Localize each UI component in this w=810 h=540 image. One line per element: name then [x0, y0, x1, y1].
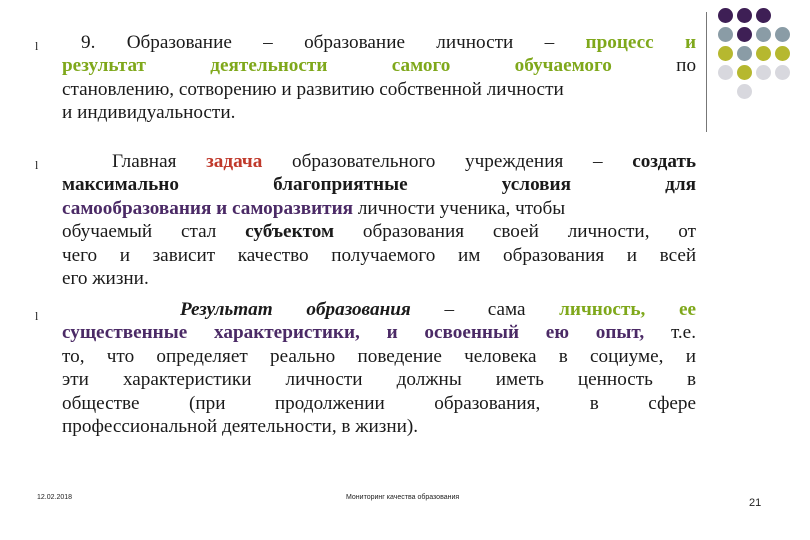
p3-word: (при [188, 392, 226, 414]
p3-line-1 [62, 298, 696, 321]
decor-dot [775, 27, 790, 42]
decor-dot [737, 27, 752, 42]
p3-word: реально [269, 345, 336, 367]
p2-bold-word: максимально [62, 174, 179, 196]
p1-line-4: и индивидуальности. [62, 102, 236, 124]
p3-line-4 [62, 368, 696, 391]
p3-word: в [558, 345, 568, 367]
p2-word: получаемого [331, 244, 436, 266]
p2-bold-word: для [665, 174, 697, 196]
p2-word: обучаемый [62, 221, 153, 243]
p2-highlight-self-education: самообразования и саморазвития [62, 197, 354, 219]
p2-text: личности ученика, чтобы [353, 197, 566, 219]
p2-line-5 [62, 244, 696, 267]
p3-word: продолжении [274, 392, 385, 414]
p2-word: личности, [567, 221, 650, 243]
p1-highlight-learner: обучаемого [514, 55, 612, 77]
p1-line-1 [62, 31, 696, 54]
p2-bold-word: благоприятные [273, 174, 408, 196]
p2-highlight-task: задача [206, 151, 263, 172]
p3-word: характеристики [122, 369, 252, 391]
p3-word: обществе [62, 392, 140, 414]
p2-word: учреждения [465, 151, 564, 172]
bullet-dot-icon: l [35, 309, 39, 323]
p2-word: Главная [112, 151, 177, 172]
p2-line-3 [62, 197, 696, 220]
p3-word: социуме, [590, 345, 664, 367]
p1-word: образование [304, 32, 405, 53]
p2-word: – [592, 151, 603, 172]
decor-dot [756, 46, 771, 61]
p3-bold-result: Результат образования [180, 299, 411, 320]
decor-dot [756, 65, 771, 80]
decor-dot [737, 46, 752, 61]
p3-word: т.е. [670, 322, 696, 344]
p3-word: эти [62, 369, 89, 391]
p1-line-3: становлению, сотворению и развитию собственной личности [62, 78, 564, 100]
p2-bold-subject: субъектом [245, 221, 335, 243]
paragraph-main-task [62, 150, 696, 290]
page-number: 21 [749, 497, 762, 509]
p3-word: должны [396, 369, 462, 391]
decor-dot [718, 8, 733, 23]
p2-word: образовательного [291, 151, 436, 172]
p1-word: – [263, 32, 273, 53]
p1-highlight-result: результат [62, 55, 146, 77]
decor-dot [737, 65, 752, 80]
p1-highlight-process: процесс [585, 32, 654, 53]
p3-word: человека [464, 345, 537, 367]
p3-highlight-characteristics: существенные характеристики, и освоенный ею опыт, [62, 322, 645, 344]
p3-line-5 [62, 392, 696, 415]
p3-word: и [685, 345, 697, 367]
p2-word: и [119, 244, 131, 266]
decor-dot [737, 8, 752, 23]
paragraph-education-result [62, 298, 696, 438]
p2-word: образования [502, 244, 605, 266]
p2-line-1 [62, 150, 696, 173]
p3-word: что [106, 345, 135, 367]
footer-title: Мониторинг качества образования [346, 494, 460, 501]
p3-word: личности [285, 369, 363, 391]
p2-line-4 [62, 220, 696, 243]
p2-word: стал [180, 221, 217, 243]
decor-dot [775, 46, 790, 61]
p2-word: от [678, 221, 696, 243]
p3-word: – [444, 299, 455, 320]
p3-word: иметь [495, 369, 544, 391]
p3-word: сфере [648, 392, 697, 414]
p2-word: качество [237, 244, 309, 266]
p3-word: определяет [156, 345, 248, 367]
p2-word: им [457, 244, 481, 266]
bullet-dot-icon: l [35, 39, 39, 53]
p2-word: и [626, 244, 638, 266]
p3-word: образования, [434, 392, 541, 414]
p3-word: поведение [357, 345, 442, 367]
p2-word: чего [62, 244, 98, 266]
p2-bold-word: условия [501, 174, 571, 196]
p1-highlight-activity: деятельности [210, 55, 328, 77]
p3-word: сама [487, 299, 526, 320]
decor-dot [718, 65, 733, 80]
p1-word: – [544, 32, 555, 53]
footer-date: 12.02.2018 [37, 494, 73, 501]
p3-line-6: профессиональной деятельности, в жизни). [62, 415, 419, 437]
p1-line-2 [62, 54, 696, 77]
decor-dot [756, 27, 771, 42]
p2-word: своей [492, 221, 539, 243]
p2-line-6: его жизни. [62, 267, 149, 289]
header-divider-line [706, 12, 707, 132]
decor-dot [718, 46, 733, 61]
p1-highlight-self: самого [391, 55, 451, 77]
p2-word: образования [362, 221, 465, 243]
bullet-dot-icon: l [35, 158, 39, 172]
decor-dot [718, 27, 733, 42]
p3-word: в [589, 392, 599, 414]
p3-line-3 [62, 345, 696, 368]
p1-highlight-and: и [685, 32, 697, 53]
paragraph-education-definition [62, 31, 696, 125]
p3-highlight-personality: личность, ее [559, 299, 696, 320]
decorative-dot-grid [718, 8, 810, 108]
decor-dot [737, 84, 752, 99]
p3-word: в [686, 369, 697, 391]
decor-dot [756, 8, 771, 23]
p3-word: то, [62, 345, 85, 367]
p1-word: 9. Образование [81, 32, 232, 53]
p3-line-2 [62, 321, 696, 344]
p1-word: по [676, 55, 697, 77]
p2-word: зависит [152, 244, 216, 266]
p2-word: всей [659, 244, 697, 266]
p2-bold-create: создать [632, 151, 697, 172]
p3-word: ценность [577, 369, 653, 391]
p1-word: личности [436, 32, 514, 53]
decor-dot [775, 65, 790, 80]
p2-line-2 [62, 173, 696, 196]
